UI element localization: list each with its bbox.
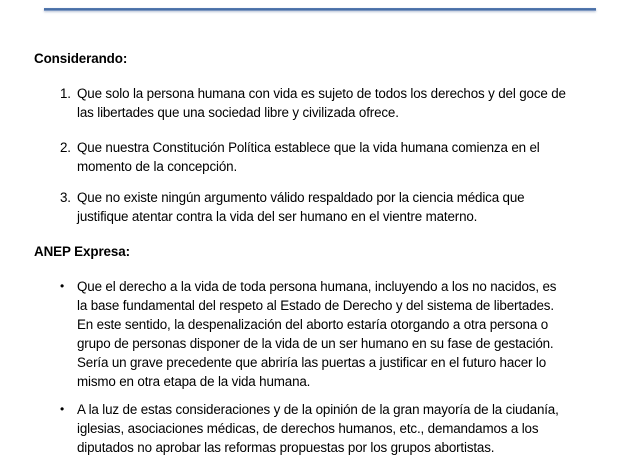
- text-line: momento de la concepción.: [77, 159, 238, 174]
- bullet-icon: •: [60, 402, 65, 416]
- text-line: Que solo la persona humana con vida es sujeto de todos los derechos y del goce de: [77, 86, 566, 101]
- item-text: [77, 84, 620, 122]
- considerando-item-2: [60, 138, 620, 176]
- text-line: grupo de personas disponer de la vida de un ser humano en su fase de gestación.: [77, 336, 554, 351]
- text-line: justifique atentar contra la vida del ser humano en el vientre materno.: [77, 209, 478, 224]
- text-line: Sería un grave precedente que abriría las puertas a justificar en el futuro hacer lo: [77, 355, 546, 370]
- item-text: [77, 277, 620, 391]
- item-number: 1.: [60, 86, 71, 101]
- bullet-icon: •: [60, 279, 65, 293]
- text-line: iglesias, asociaciones médicas, de derechos humanos, etc., demandamos a los: [77, 421, 539, 436]
- item-number: 3.: [60, 190, 71, 205]
- item-number: 2.: [60, 140, 71, 155]
- text-line: mismo en otra etapa de la vida humana.: [77, 374, 311, 389]
- text-line: diputados no aprobar las reformas propuestas por los grupos abortistas.: [77, 440, 495, 455]
- considerando-item-3: [60, 188, 620, 226]
- expresa-item-1: [60, 277, 620, 391]
- text-line: Que no existe ningún argumento válido respaldado por la ciencia médica que: [77, 190, 525, 205]
- text-line: En este sentido, la despenalización del aborto estaría otorgando a otra persona o: [77, 317, 548, 332]
- text-line: Que el derecho a la vida de toda persona humana, incluyendo a los no nacidos, es: [77, 279, 557, 294]
- item-text: [77, 400, 620, 457]
- text-line: la base fundamental del respeto al Estado de Derecho y del sistema de libertades.: [77, 298, 554, 313]
- considerando-heading: Considerando:: [34, 51, 128, 66]
- considerando-item-1: [60, 84, 620, 122]
- expresa-item-2: [60, 400, 620, 457]
- item-text: [77, 188, 620, 226]
- text-line: A la luz de estas consideraciones y de la opinión de la gran mayoría de la ciudanía,: [77, 402, 559, 417]
- text-line: Que nuestra Constitución Política establece que la vida humana comienza en el: [77, 140, 540, 155]
- text-line: las libertades que una sociedad libre y civilizada ofrece.: [77, 105, 399, 120]
- item-text: [77, 138, 620, 176]
- expresa-heading: ANEP Expresa:: [34, 244, 130, 259]
